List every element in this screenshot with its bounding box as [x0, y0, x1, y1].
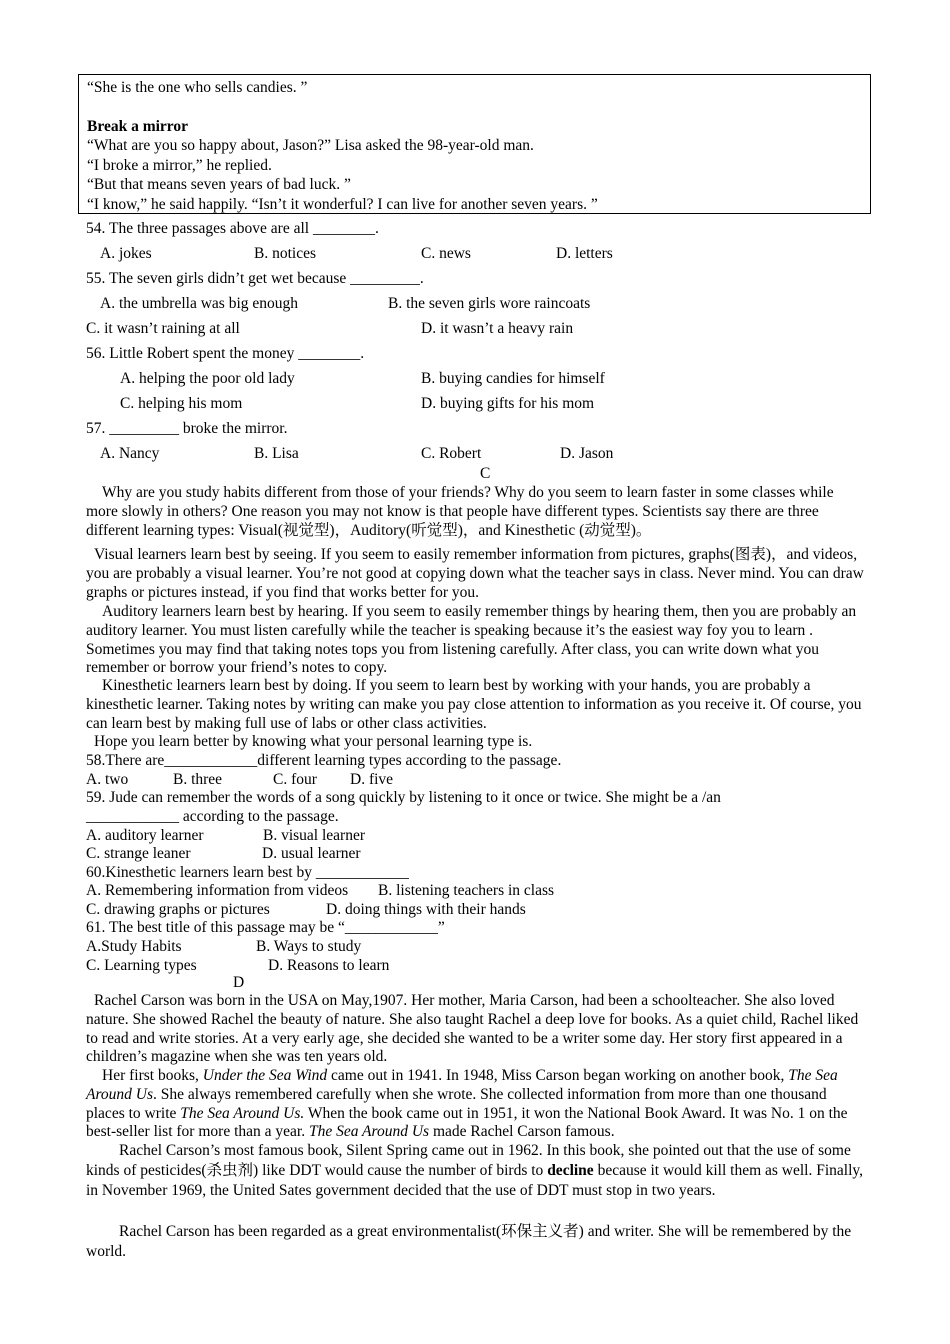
option-61-b: B. Ways to study — [256, 938, 362, 955]
section-label-d: D — [233, 974, 245, 991]
option-56-d: D. buying gifts for his mom — [421, 395, 595, 412]
question-57: 57. _________ broke the mirror. — [86, 420, 288, 437]
box-line: “She is the one who sells candies. ” — [87, 79, 308, 96]
option-57-b: B. Lisa — [254, 445, 299, 462]
option-58-a: A. two — [86, 771, 129, 788]
option-54-a: A. jokes — [100, 245, 152, 262]
passage-box — [78, 74, 871, 214]
box-line: “But that means seven years of bad luck. ” — [87, 176, 351, 193]
option-61-c: C. Learning types — [86, 957, 197, 974]
option-60-b: B. listening teachers in class — [378, 882, 555, 899]
paragraph: Rachel Carson’s most famous book, Silent Spring came out in 1962. In this book, she pointed out that the use of some kinds of pesticides(杀虫剂) like DDT would cause the number of birds to decline because it would kill them as well. Finally, in November 1969, the United Sates government decided that the use of DDT must stop in two years. — [86, 1142, 864, 1199]
option-59-d: D. usual learner — [262, 845, 361, 862]
option-57-d: D. Jason — [560, 445, 614, 462]
option-59-c: C. strange leaner — [86, 845, 191, 862]
question-55: 55. The seven girls didn’t get wet because _________. — [86, 270, 424, 287]
box-line: “What are you so happy about, Jason?” Lisa asked the 98-year-old man. — [87, 137, 534, 154]
section-label-c: C — [480, 465, 491, 482]
option-57-c: C. Robert — [421, 445, 482, 462]
question-58: 58.There are____________different learning types according to the passage. — [86, 752, 562, 769]
option-58-d: D. five — [350, 771, 394, 788]
option-56-b: B. buying candies for himself — [421, 370, 605, 387]
option-54-d: D. letters — [556, 245, 613, 262]
option-56-c: C. helping his mom — [120, 395, 243, 412]
option-56-a: A. helping the poor old lady — [120, 370, 295, 387]
option-59-b: B. visual learner — [263, 827, 366, 844]
question-59: 59. Jude can remember the words of a song quickly by listening to it once or twice. She might be a /an — [86, 789, 721, 806]
paragraph: Kinesthetic learners learn best by doing. If you seem to learn best by working with your hands, you are probably a kinesthetic learner. Taking notes by writing can make you pay close attention to information as you receive it. Of course, you can learn best by making full use of labs or other class activities. — [86, 677, 862, 732]
question-60: 60.Kinesthetic learners learn best by ____________ — [86, 864, 409, 881]
paragraph: Rachel Carson was born in the USA on May,1907. Her mother, Maria Carson, had been a schoolteacher. She also loved nature. She showed Rachel the beauty of nature. She also taught Rachel a deep love for books. As a quiet child, Rachel liked to read and write stories. At a very early age, she decided she wanted to be a writer some day. Her story first appeared in a children’s magazine when she was ten years old. — [86, 992, 859, 1066]
paragraph: Why are you study habits different from those of your friends? Why do you seem to learn faster in some classes while more slowly in others? One reason you may not know is that people have different types. Scientists say there are three different learning types: Visual(视觉型)，Auditory(听觉型)，and Kinesthetic (动觉型)。 — [86, 484, 834, 539]
paragraph: Auditory learners learn best by hearing. If you seem to easily remember things by hearing them, then you are probably an auditory learner. You must listen carefully while the teacher is speaking because it’s the easiest way foy you to learn . Sometimes you may find that taking notes tops you from listening carefully. After class, you can write down what you remember or borrow your friend’s notes to copy. — [86, 603, 857, 677]
option-61-a: A.Study Habits — [86, 938, 182, 955]
option-54-c: C. news — [421, 245, 471, 262]
question-59-cont: ____________ according to the passage. — [86, 808, 339, 825]
box-line: “I broke a mirror,” he replied. — [87, 156, 272, 174]
paragraph: Hope you learn better by knowing what your personal learning type is. — [94, 733, 533, 750]
option-58-b: B. three — [173, 771, 223, 788]
paragraph: Her first books, Under the Sea Wind came out in 1941. In 1948, Miss Carson began working on another book, The Sea Around Us. She always remembered carefully when she wrote. She collected information from more than one thousand places to write The Sea Around Us. When the book came out in 1951, it won the National Book Award. It was No. 1 on the best-seller list for more than a year. The Sea Around Us made Rachel Carson famous. — [86, 1067, 848, 1141]
question-61: 61. The best title of this passage may be “____________” — [86, 919, 445, 936]
paragraph: Rachel Carson has been regarded as a great environmentalist(环保主义者) and writer. She will be remembered by the world. — [86, 1223, 852, 1260]
option-60-a: A. Remembering information from videos — [86, 882, 349, 899]
option-57-a: A. Nancy — [100, 445, 160, 462]
option-60-c: C. drawing graphs or pictures — [86, 901, 270, 918]
option-54-b: B. notices — [254, 245, 316, 262]
option-60-d: D. doing things with their hands — [326, 901, 526, 918]
option-55-c: C. it wasn’t raining at all — [86, 320, 240, 337]
option-55-b: B. the seven girls wore raincoats — [388, 295, 591, 312]
paragraph: Visual learners learn best by seeing. If you seem to easily remember information from pictures, graphs(图表)，and videos, you are probably a visual learner. You’re not good at copying down what the teacher says in class. Never mind. You can draw graphs or pictures instead, if you find that works better for you. — [86, 546, 864, 601]
option-58-c: C. four — [273, 771, 317, 788]
option-59-a: A. auditory learner — [86, 827, 204, 844]
question-54: 54. The three passages above are all ________. — [86, 220, 379, 237]
question-56: 56. Little Robert spent the money ________. — [86, 345, 365, 362]
option-61-d: D. Reasons to learn — [268, 957, 390, 974]
option-55-a: A. the umbrella was big enough — [100, 295, 299, 312]
option-55-d: D. it wasn’t a heavy rain — [421, 320, 574, 337]
passage-heading: Break a mirror — [87, 117, 189, 135]
box-line: “I know,” he said happily. “Isn’t it wonderful? I can live for another seven years. ” — [87, 195, 598, 213]
